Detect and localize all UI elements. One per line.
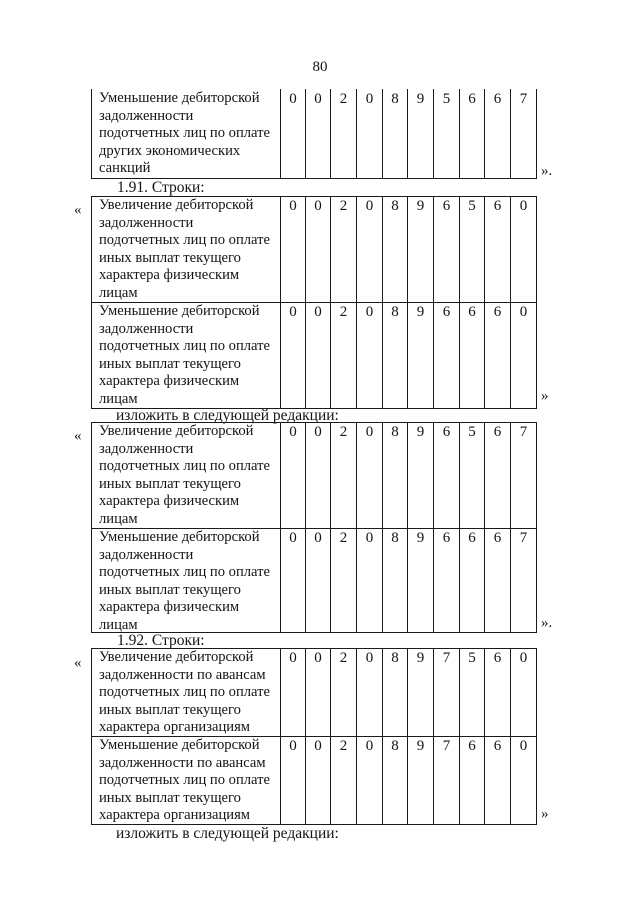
- table-row: [91, 422, 537, 528]
- code-digit-cell: 9: [407, 528, 433, 632]
- code-digit-cell: 0: [305, 736, 330, 824]
- code-digit-cell: 0: [356, 89, 382, 178]
- code-digit-cell: 6: [433, 302, 459, 408]
- code-digit-cell: 0: [305, 422, 330, 528]
- code-digit-cell: 6: [484, 528, 510, 632]
- row-description: [91, 196, 280, 302]
- restate-caption: изложить в следующей редакции:: [116, 407, 339, 424]
- description-line: задолженности: [99, 320, 194, 337]
- code-digit-cell: 6: [459, 302, 484, 408]
- description-line: задолженности: [99, 107, 194, 124]
- code-digit-cell: 0: [305, 196, 330, 302]
- row-description: [91, 648, 280, 736]
- description-line: характера физическим: [99, 267, 240, 284]
- description-line: подотчетных лиц по оплате: [99, 772, 270, 789]
- code-digit-cell: 0: [356, 528, 382, 632]
- code-digit-cell: 6: [484, 196, 510, 302]
- code-digit-cell: 8: [382, 648, 407, 736]
- code-digit-cell: 6: [433, 422, 459, 528]
- code-digit-cell: 7: [510, 528, 537, 632]
- code-digit-cell: 8: [382, 736, 407, 824]
- opening-quote: «: [74, 428, 82, 444]
- description-line: характера физическим: [99, 373, 240, 390]
- description-line: Увеличение дебиторской: [99, 197, 254, 213]
- opening-quote: «: [74, 202, 82, 218]
- code-digit-cell: 5: [459, 648, 484, 736]
- code-digit-cell: 6: [484, 422, 510, 528]
- description-line: лицам: [99, 284, 138, 301]
- description-line: Увеличение дебиторской: [99, 649, 254, 665]
- code-digit-cell: 7: [433, 736, 459, 824]
- code-digit-cell: 0: [280, 648, 305, 736]
- code-digit-cell: 5: [459, 422, 484, 528]
- code-digit-cell: 2: [330, 648, 356, 736]
- code-digit-cell: 0: [305, 302, 330, 408]
- closing-quote: ».: [541, 615, 553, 631]
- code-digit-cell: 7: [510, 89, 537, 178]
- code-digit-cell: 0: [305, 528, 330, 632]
- description-line: подотчетных лиц по оплате: [99, 338, 270, 355]
- description-line: иных выплат текущего: [99, 789, 241, 806]
- table-row: [91, 196, 537, 302]
- code-digit-cell: 9: [407, 89, 433, 178]
- code-digit-cell: 6: [484, 89, 510, 178]
- code-digit-cell: 2: [330, 89, 356, 178]
- code-digit-cell: 6: [433, 196, 459, 302]
- code-digit-cell: 0: [305, 648, 330, 736]
- code-digit-cell: 0: [510, 736, 537, 824]
- table-row: [91, 528, 537, 632]
- description-line: характера физическим: [99, 493, 240, 510]
- code-digit-cell: 0: [305, 89, 330, 178]
- section-caption-1-92: 1.92. Строки:: [117, 632, 205, 649]
- code-digit-cell: 5: [433, 89, 459, 178]
- description-line: лицам: [99, 510, 138, 527]
- description-line: характера физическим: [99, 599, 240, 616]
- description-line: подотчетных лиц по оплате: [99, 684, 270, 701]
- closing-quote: »: [541, 806, 549, 822]
- description-line: Уменьшение дебиторской: [99, 90, 260, 106]
- description-line: иных выплат текущего: [99, 701, 241, 718]
- code-digit-cell: 0: [280, 736, 305, 824]
- description-line: других экономических: [99, 142, 241, 159]
- code-digit-cell: 2: [330, 422, 356, 528]
- description-line: подотчетных лиц по оплате: [99, 458, 270, 475]
- code-digit-cell: 0: [356, 736, 382, 824]
- restate-caption: изложить в следующей редакции:: [116, 825, 339, 842]
- description-line: Увеличение дебиторской: [99, 423, 254, 439]
- code-digit-cell: 0: [280, 302, 305, 408]
- description-line: характера организациям: [99, 807, 251, 824]
- code-digit-cell: 2: [330, 528, 356, 632]
- description-line: иных выплат текущего: [99, 249, 241, 266]
- description-line: задолженности: [99, 546, 194, 563]
- code-digit-cell: 6: [459, 736, 484, 824]
- code-digit-cell: 0: [510, 302, 537, 408]
- row-description: [91, 89, 280, 178]
- table-row: [91, 302, 537, 408]
- table-row: [91, 648, 537, 736]
- code-digit-cell: 6: [484, 736, 510, 824]
- row-description: [91, 422, 280, 528]
- closing-quote: ».: [541, 163, 553, 179]
- description-line: Уменьшение дебиторской: [99, 529, 260, 545]
- opening-quote: «: [74, 655, 82, 671]
- description-line: иных выплат текущего: [99, 475, 241, 492]
- code-digit-cell: 2: [330, 196, 356, 302]
- description-line: подотчетных лиц по оплате: [99, 564, 270, 581]
- code-digit-cell: 0: [356, 422, 382, 528]
- code-digit-cell: 8: [382, 89, 407, 178]
- code-digit-cell: 0: [510, 648, 537, 736]
- description-line: иных выплат текущего: [99, 355, 241, 372]
- code-digit-cell: 9: [407, 648, 433, 736]
- table-row: [91, 89, 537, 178]
- code-digit-cell: 0: [280, 528, 305, 632]
- table-row: [91, 736, 537, 824]
- row-description: [91, 736, 280, 824]
- code-digit-cell: 8: [382, 422, 407, 528]
- description-line: задолженности по авансам: [99, 666, 266, 683]
- description-line: задолженности: [99, 440, 194, 457]
- code-digit-cell: 8: [382, 196, 407, 302]
- code-digit-cell: 8: [382, 528, 407, 632]
- page-number: 80: [312, 59, 328, 75]
- description-line: иных выплат текущего: [99, 581, 241, 598]
- code-digit-cell: 0: [280, 422, 305, 528]
- code-digit-cell: 6: [459, 89, 484, 178]
- section-caption-1-91: 1.91. Строки:: [117, 179, 205, 196]
- code-digit-cell: 9: [407, 302, 433, 408]
- code-digit-cell: 6: [433, 528, 459, 632]
- description-line: задолженности по авансам: [99, 754, 266, 771]
- code-digit-cell: 9: [407, 422, 433, 528]
- description-line: подотчетных лиц по оплате: [99, 232, 270, 249]
- code-digit-cell: 6: [484, 302, 510, 408]
- description-line: лицам: [99, 616, 138, 632]
- description-line: Уменьшение дебиторской: [99, 303, 260, 319]
- code-digit-cell: 5: [459, 196, 484, 302]
- code-digit-cell: 0: [280, 89, 305, 178]
- code-digit-cell: 0: [510, 196, 537, 302]
- code-digit-cell: 2: [330, 302, 356, 408]
- code-digit-cell: 2: [330, 736, 356, 824]
- description-line: санкций: [99, 160, 151, 177]
- closing-quote: »: [541, 388, 549, 404]
- code-digit-cell: 9: [407, 736, 433, 824]
- row-description: [91, 528, 280, 632]
- description-line: лицам: [99, 390, 138, 407]
- description-line: задолженности: [99, 214, 194, 231]
- code-digit-cell: 8: [382, 302, 407, 408]
- code-digit-cell: 9: [407, 196, 433, 302]
- description-line: Уменьшение дебиторской: [99, 737, 260, 753]
- description-line: характера организациям: [99, 719, 251, 736]
- code-digit-cell: 0: [280, 196, 305, 302]
- code-digit-cell: 0: [356, 648, 382, 736]
- description-line: подотчетных лиц по оплате: [99, 125, 270, 142]
- code-digit-cell: 6: [459, 528, 484, 632]
- code-digit-cell: 7: [510, 422, 537, 528]
- code-digit-cell: 0: [356, 196, 382, 302]
- code-digit-cell: 7: [433, 648, 459, 736]
- code-digit-cell: 0: [356, 302, 382, 408]
- row-description: [91, 302, 280, 408]
- code-digit-cell: 6: [484, 648, 510, 736]
